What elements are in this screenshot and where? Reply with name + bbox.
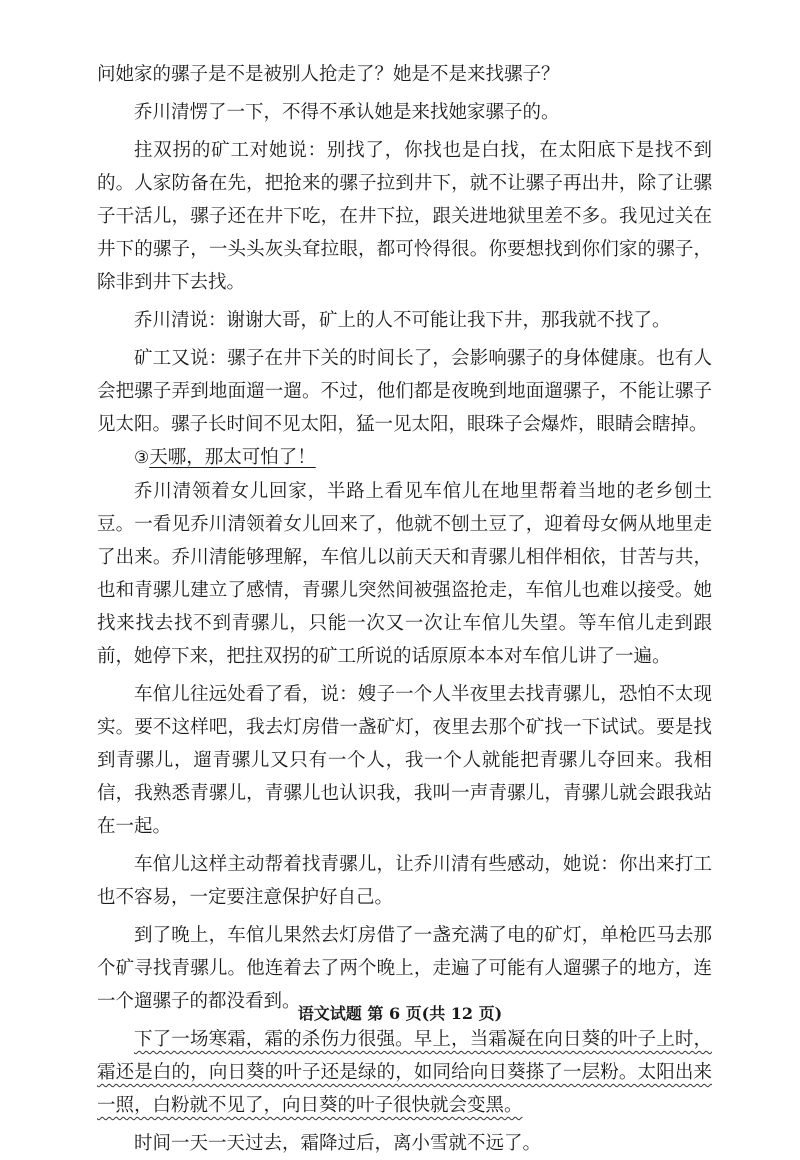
paragraph-1: 问她家的骡子是不是被别人抢走了？她是不是来找骡子？ [97,64,560,85]
underlined-sentence-3: 天哪，那太可怕了！ [149,447,316,468]
paragraph-11 [97,1023,712,1122]
paragraph-2: 乔川清愣了一下，不得不承认她是来找她家骡子的。 [134,102,560,123]
question-marker-3: ③ [134,448,150,468]
paragraph-4: 乔川清说：谢谢大哥，矿上的人不可能让我下井，那我就不找了。 [134,310,671,331]
paragraph-6 [97,441,712,475]
paragraph-5: 矿工又说：骡子在井下关的时间长了，会影响骡子的身体健康。也有人会把骡子弄到地面遛一遛。不过，他们都是夜晚到地面遛骡子，不能让骡子见太阳。骡子长时间不见太阳，猛一见太阳，眼珠子会爆炸，眼睛会瞎掉。 [97,348,712,435]
wavy-underlined-passage: 下了一场寒霜，霜的杀伤力很强。早上，当霜凝在向日葵的叶子上时，霜还是白的，向日葵的叶子还是绿的，如同给向日葵搽了一层粉。太阳出来一照，白粉就不见了，向日葵的叶子很快就会变黑。 [97,1029,712,1116]
paragraph-8: 车倌儿往远处看了看，说：嫂子一个人半夜里去找青骡儿，恐怕不太现实。要不这样吧，我去灯房借一盏矿灯，夜里去那个矿找一下试试。要是找到青骡儿，遛青骡儿又只有一个人，我一个人就能把青骡儿夺回来。我相信，我熟悉青骡儿，青骡儿也认识我，我叫一声青骡儿，青骡儿就会跟我站在一起。 [97,684,712,837]
paragraph-10: 到了晚上，车倌儿果然去灯房借了一盏充满了电的矿灯，单枪匹马去那个矿寻找青骡儿。他连着去了两个晚上，走遍了可能有人遛骡子的地方，连一个遛骡子的都没看到。 [97,925,712,1012]
paragraph-12: 时间一天一天过去，霜降过后，离小雪就不远了。 [134,1133,542,1154]
paragraph-7: 乔川清领着女儿回家，半路上看见车倌儿在地里帮着当地的老乡刨土豆。一看见乔川清领着女儿回来了，他就不刨土豆了，迎着母女俩从地里走了出来。乔川清能够理解，车倌儿以前天天和青骡儿相伴相依，甘苦与共，也和青骡儿建立了感情，青骡儿突然间被强盗抢走，车倌儿也难以接受。她找来找去找不到青骡儿，只能一次又一次让车倌儿失望。等车倌儿走到跟前，她停下来，把拄双拐的矿工所说的话原原本本对车倌儿讲了一遍。 [97,481,712,667]
paragraph-9: 车倌儿这样主动帮着找青骡儿，让乔川清有些感动，她说：你出来打工也不容易，一定要注意保护好自己。 [97,854,712,908]
paragraph-3: 拄双拐的矿工对她说：别找了，你找也是白找，在太阳底下是找不到的。人家防备在先，把抢来的骡子拉到井下，就不让骡子再出井，除了让骡子干活儿，骡子还在井下吃，在井下拉，跟关进地狱里差不多。我见过关在井下的骡子，一头头灰头耷拉眼，都可怜得很。你要想找到你们家的骡子，除非到井下去找。 [97,140,712,293]
page-footer: 语文试题 第 6 页(共 12 页) [297,1004,503,1023]
